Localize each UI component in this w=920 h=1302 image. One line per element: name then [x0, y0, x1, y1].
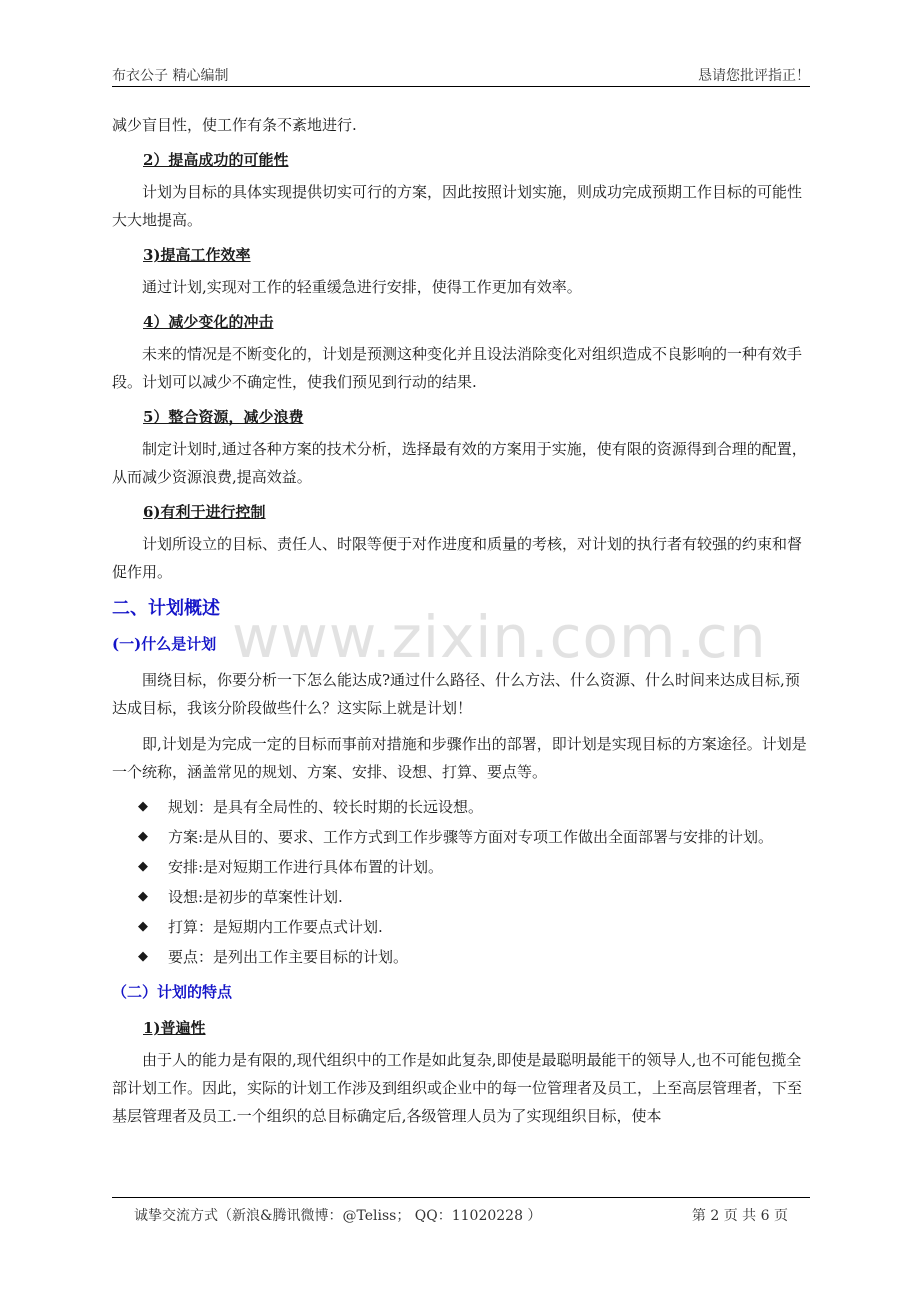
- list-item: ◆ 方案:是从目的、要求、工作方式到工作步骤等方面对专项工作做出全面部署与安排的计划。: [138, 822, 810, 852]
- page-header: [112, 64, 810, 87]
- diamond-bullet-icon: ◆: [138, 799, 148, 814]
- diamond-bullet-icon: ◆: [138, 829, 148, 844]
- paragraph: 由于人的能力是有限的,现代组织中的工作是如此复杂,即使是最聪明最能干的领导人,也不可能包揽全部计划工作。因此，实际的计划工作涉及到组织或企业中的每一位管理者及员工，上至高层管理者，下至基层管理者及员工.一个组织的总目标确定后,各级管理人员为了实现组织目标，使本: [112, 1051, 803, 1125]
- diamond-bullet-icon: ◆: [138, 949, 148, 964]
- paragraph: 围绕目标，你要分析一下怎么能达成?通过什么路径、什么方法、什么资源、什么时间来达成目标,预达成目标，我该分阶段做些什么？这实际上就是计划！: [112, 671, 800, 717]
- bullet-list: [138, 792, 810, 972]
- footer-contact-text: 诚挚交流方式（新浪&腾讯微博：@Teliss； QQ：11020228 ）: [134, 1208, 542, 1224]
- paragraph: 未来的情况是不断变化的，计划是预测这种变化并且设法消除变化对组织造成不良影响的一种有效手段。计划可以减少不确定性，使我们预见到行动的结果.: [112, 345, 803, 391]
- subheading: 3)提高工作效率: [143, 246, 251, 264]
- diamond-bullet-icon: ◆: [138, 889, 148, 904]
- paragraph: 计划所设立的目标、责任人、时限等便于对作进度和质量的考核，对计划的执行者有较强的约束和督促作用。: [112, 535, 803, 581]
- paragraph: 计划为目标的具体实现提供切实可行的方案，因此按照计划实施，则成功完成预期工作目标的可能性大大地提高。: [112, 183, 803, 229]
- subheading: 5）整合资源，减少浪费: [143, 408, 304, 426]
- subheading: 1)普遍性: [143, 1019, 206, 1037]
- list-item: ◆ 设想:是初步的草案性计划.: [138, 882, 810, 912]
- paragraph: 通过计划,实现对工作的轻重缓急进行安排，使得工作更加有效率。: [142, 278, 582, 296]
- page-number: 第 2 页 共 6 页: [691, 1208, 788, 1224]
- subsection-heading: （二）计划的特点: [112, 983, 233, 1001]
- subsection-heading: (一)什么是计划: [112, 635, 217, 653]
- diamond-bullet-icon: ◆: [138, 919, 148, 934]
- paragraph: 即,计划是为完成一定的目标而事前对措施和步骤作出的部署，即计划是实现目标的方案途径。计划是一个统称，涵盖常见的规划、方案、安排、设想、打算、要点等。: [112, 735, 807, 781]
- list-item: ◆ 规划：是具有全局性的、较长时期的长远设想。: [138, 792, 810, 822]
- paragraph: 制定计划时,通过各种方案的技术分析，选择最有效的方案用于实施，使有限的资源得到合理的配置，从而减少资源浪费,提高效益。: [112, 440, 807, 486]
- list-item: ◆ 打算：是短期内工作要点式计划.: [138, 912, 810, 942]
- subheading: 6)有利于进行控制: [143, 503, 266, 521]
- subheading: 2）提高成功的可能性: [143, 151, 289, 169]
- diamond-bullet-icon: ◆: [138, 859, 148, 874]
- header-left-text: 布衣公子 精心编制: [112, 68, 229, 84]
- page-footer: [112, 1197, 810, 1224]
- header-right-text: 恳请您批评指正！: [698, 68, 810, 84]
- document-body: [112, 111, 810, 1130]
- list-item: ◆ 安排:是对短期工作进行具体布置的计划。: [138, 852, 810, 882]
- subheading: 4）减少变化的冲击: [143, 313, 274, 331]
- paragraph: 减少盲目性，使工作有条不紊地进行.: [112, 116, 357, 134]
- watermark: www.zixin.com.cn: [232, 603, 767, 671]
- list-item: ◆ 要点：是列出工作主要目标的计划。: [138, 942, 810, 972]
- section-heading: 二、计划概述: [112, 598, 220, 619]
